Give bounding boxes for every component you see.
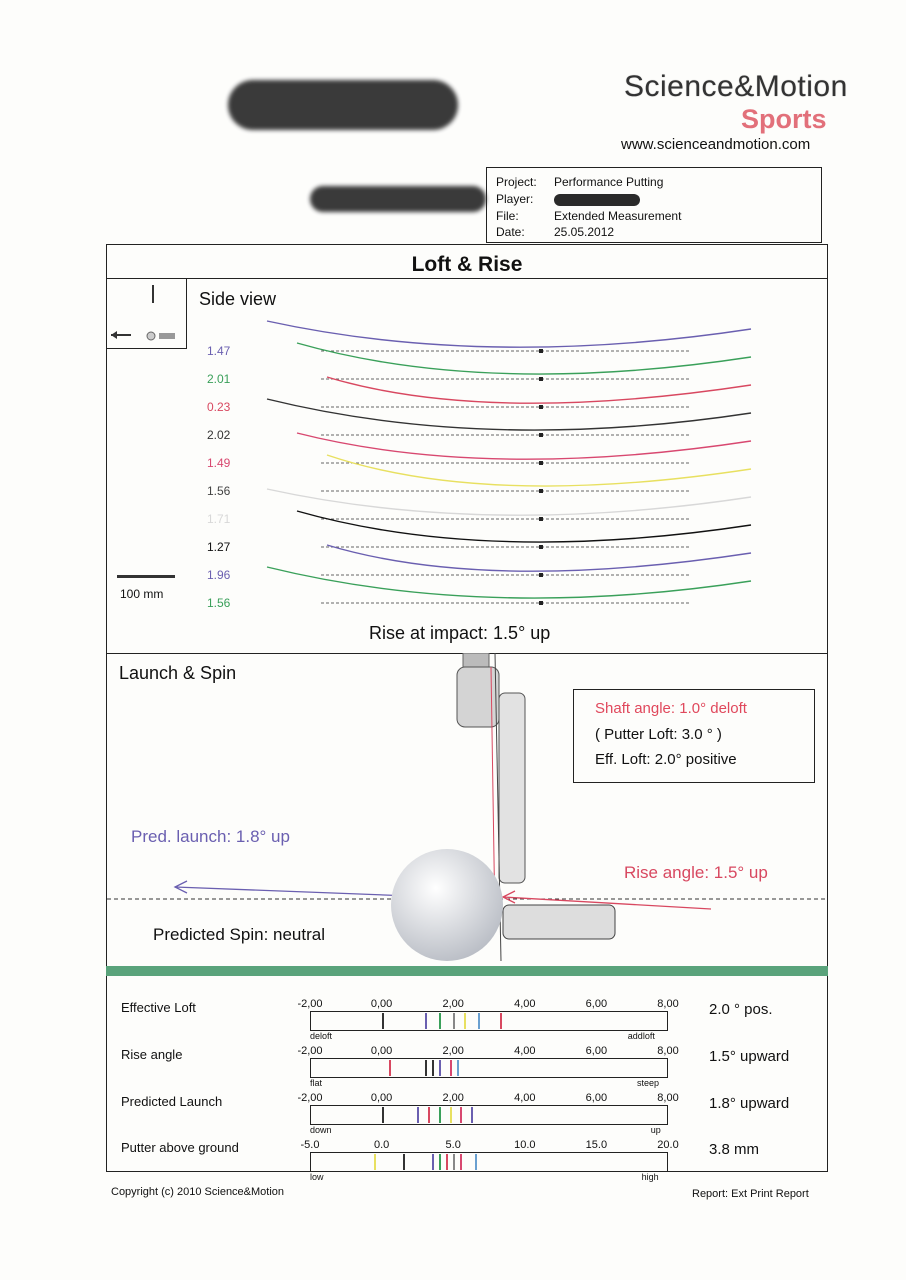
stroke-curve-3 xyxy=(267,399,751,430)
scale-tick: 0,00 xyxy=(370,998,393,1010)
impact-marker-7 xyxy=(539,545,543,549)
golf-ball xyxy=(391,849,503,961)
scale-mark xyxy=(450,1107,452,1123)
report-frame xyxy=(106,244,828,1182)
scale-mark xyxy=(446,1154,448,1170)
file-value: Extended Measurement xyxy=(554,209,682,223)
scale-tick: 4,00 xyxy=(514,1045,536,1057)
stroke-curve-6 xyxy=(267,489,751,515)
date-label: Date: xyxy=(496,225,525,239)
scale-mark xyxy=(500,1013,502,1029)
loft-info-box xyxy=(573,689,815,783)
metric-name: Effective Loft xyxy=(121,1000,196,1015)
scale-mark xyxy=(439,1154,441,1170)
pred-spin-label: Predicted Spin: neutral xyxy=(153,925,325,944)
scale-mark xyxy=(432,1154,434,1170)
rise-at-impact: Rise at impact: 1.5° up xyxy=(369,623,551,643)
scale-low-label: flat xyxy=(310,1078,323,1088)
stroke-value-9: 1.56 xyxy=(207,596,231,610)
metric-scale xyxy=(310,1152,668,1172)
scale-tick: 2,00 xyxy=(442,998,464,1010)
metric-scale xyxy=(310,1011,668,1031)
stroke-value-6: 1.71 xyxy=(207,512,231,526)
report-name: Report: Ext Print Report xyxy=(692,1188,809,1200)
project-label: Project: xyxy=(496,175,537,189)
impact-marker-2 xyxy=(539,405,543,409)
scale-tick: -2,00 xyxy=(297,1045,323,1057)
info-box xyxy=(486,167,822,243)
stroke-value-5: 1.56 xyxy=(207,484,231,498)
redacted-name xyxy=(228,80,458,130)
scale-tick: -5.0 xyxy=(300,1139,320,1151)
scale-high-label: high xyxy=(641,1172,659,1182)
scale-mark xyxy=(382,1107,384,1123)
section-title: Loft & Rise xyxy=(411,253,523,276)
stroke-value-1: 2.01 xyxy=(207,372,231,386)
brand-sub: Sports xyxy=(741,104,827,134)
stroke-value-4: 1.49 xyxy=(207,456,231,470)
scale-tick: -2,00 xyxy=(297,1092,323,1104)
scale-tick: 8,00 xyxy=(657,1092,679,1104)
scale-mark xyxy=(403,1154,405,1170)
scale-low-label: down xyxy=(310,1125,332,1135)
side-view-chart xyxy=(107,279,827,655)
impact-marker-1 xyxy=(539,377,543,381)
ground-line xyxy=(106,966,828,976)
impact-marker-4 xyxy=(539,461,543,465)
stroke-curve-4 xyxy=(297,433,751,459)
metrics-panel xyxy=(107,977,827,1182)
scale-mark xyxy=(457,1060,459,1076)
stroke-curve-0 xyxy=(267,321,751,347)
scale-mark xyxy=(453,1154,455,1170)
pred-launch-label: Pred. launch: 1.8° up xyxy=(131,827,290,846)
scale-mark xyxy=(417,1107,419,1123)
scale-mark xyxy=(439,1060,441,1076)
scale-low-label: low xyxy=(310,1172,324,1182)
scale-mark xyxy=(478,1013,480,1029)
scale-tick: 15.0 xyxy=(585,1139,608,1151)
scale-tick: 0,00 xyxy=(370,1092,393,1104)
scale-tick: 8,00 xyxy=(657,998,679,1010)
scale-mark xyxy=(450,1060,452,1076)
metric-value: 1.5° upward xyxy=(709,1048,790,1065)
rise-angle-label: Rise angle: 1.5° up xyxy=(624,863,768,882)
scale-high-label: addloft xyxy=(627,1031,655,1041)
scale-tick: 20.0 xyxy=(657,1139,679,1151)
scale-mark xyxy=(382,1013,384,1029)
copyright: Copyright (c) 2010 Science&Motion xyxy=(111,1186,285,1198)
scale-tick: 0.0 xyxy=(373,1139,390,1151)
metric-scale xyxy=(310,1105,668,1125)
scale-tick: 4,00 xyxy=(514,1092,536,1104)
brand-name: Science&Motion xyxy=(624,70,848,103)
player-redacted xyxy=(554,194,640,206)
stroke-curve-9 xyxy=(267,567,751,598)
scale-tick: 6,00 xyxy=(585,998,608,1010)
scale-bar xyxy=(117,575,175,578)
launch-spin-title: Launch & Spin xyxy=(119,663,237,683)
metric-scale xyxy=(310,1058,668,1078)
scale-mark xyxy=(374,1154,376,1170)
scale-mark xyxy=(428,1107,430,1123)
project-value: Performance Putting xyxy=(554,175,664,189)
scale-mark xyxy=(475,1154,477,1170)
metric-value: 3.8 mm xyxy=(709,1141,760,1158)
scale-mark xyxy=(464,1013,466,1029)
scale-tick: 6,00 xyxy=(585,1092,608,1104)
scale-mark xyxy=(439,1013,441,1029)
impact-marker-8 xyxy=(539,573,543,577)
scale-mark xyxy=(439,1107,441,1123)
scale-tick: 4,00 xyxy=(514,998,536,1010)
metric-name: Predicted Launch xyxy=(121,1094,223,1109)
scale-mark xyxy=(425,1060,427,1076)
stroke-value-2: 0.23 xyxy=(207,400,231,414)
stroke-value-0: 1.47 xyxy=(207,344,231,358)
scale-low-label: deloft xyxy=(310,1031,333,1041)
scale-mark xyxy=(432,1060,434,1076)
date-value: 25.05.2012 xyxy=(554,225,615,239)
side-view-label: Side view xyxy=(199,289,277,309)
scale-tick: 2,00 xyxy=(442,1045,464,1057)
scale-mark xyxy=(460,1107,462,1123)
metric-name: Rise angle xyxy=(121,1047,183,1062)
putter-loft: ( Putter Loft: 3.0 ° ) xyxy=(595,726,722,743)
scale-mark xyxy=(389,1060,391,1076)
brand-url[interactable]: www.scienceandmotion.com xyxy=(621,136,811,153)
redacted-name-2 xyxy=(310,186,486,212)
scale-mark xyxy=(425,1013,427,1029)
scale-label: 100 mm xyxy=(120,587,164,601)
file-label: File: xyxy=(496,209,519,223)
shaft-angle: Shaft angle: 1.0° deloft xyxy=(595,700,747,717)
stroke-value-7: 1.27 xyxy=(207,540,231,554)
scale-tick: 5.0 xyxy=(445,1139,461,1151)
stroke-value-3: 2.02 xyxy=(207,428,231,442)
effective-loft: Eff. Loft: 2.0° positive xyxy=(595,751,737,768)
impact-marker-5 xyxy=(539,489,543,493)
impact-marker-9 xyxy=(539,601,543,605)
impact-marker-6 xyxy=(539,517,543,521)
player-label: Player: xyxy=(496,192,534,206)
impact-marker-3 xyxy=(539,433,543,437)
scale-tick: 6,00 xyxy=(585,1045,608,1057)
scale-tick: 2,00 xyxy=(442,1092,464,1104)
metric-name: Putter above ground xyxy=(121,1140,239,1155)
scale-tick: 10.0 xyxy=(514,1139,536,1151)
scale-mark xyxy=(471,1107,473,1123)
scale-tick: 0,00 xyxy=(370,1045,393,1057)
stroke-value-8: 1.96 xyxy=(207,568,231,582)
scale-high-label: steep xyxy=(637,1078,660,1088)
scale-tick: -2,00 xyxy=(297,998,323,1010)
scale-mark xyxy=(453,1013,455,1029)
impact-marker-0 xyxy=(539,349,543,353)
scale-mark xyxy=(460,1154,462,1170)
scale-high-label: up xyxy=(650,1125,661,1135)
metric-value: 2.0 ° pos. xyxy=(709,1001,773,1018)
metric-value: 1.8° upward xyxy=(709,1095,790,1112)
scale-tick: 8,00 xyxy=(657,1045,679,1057)
